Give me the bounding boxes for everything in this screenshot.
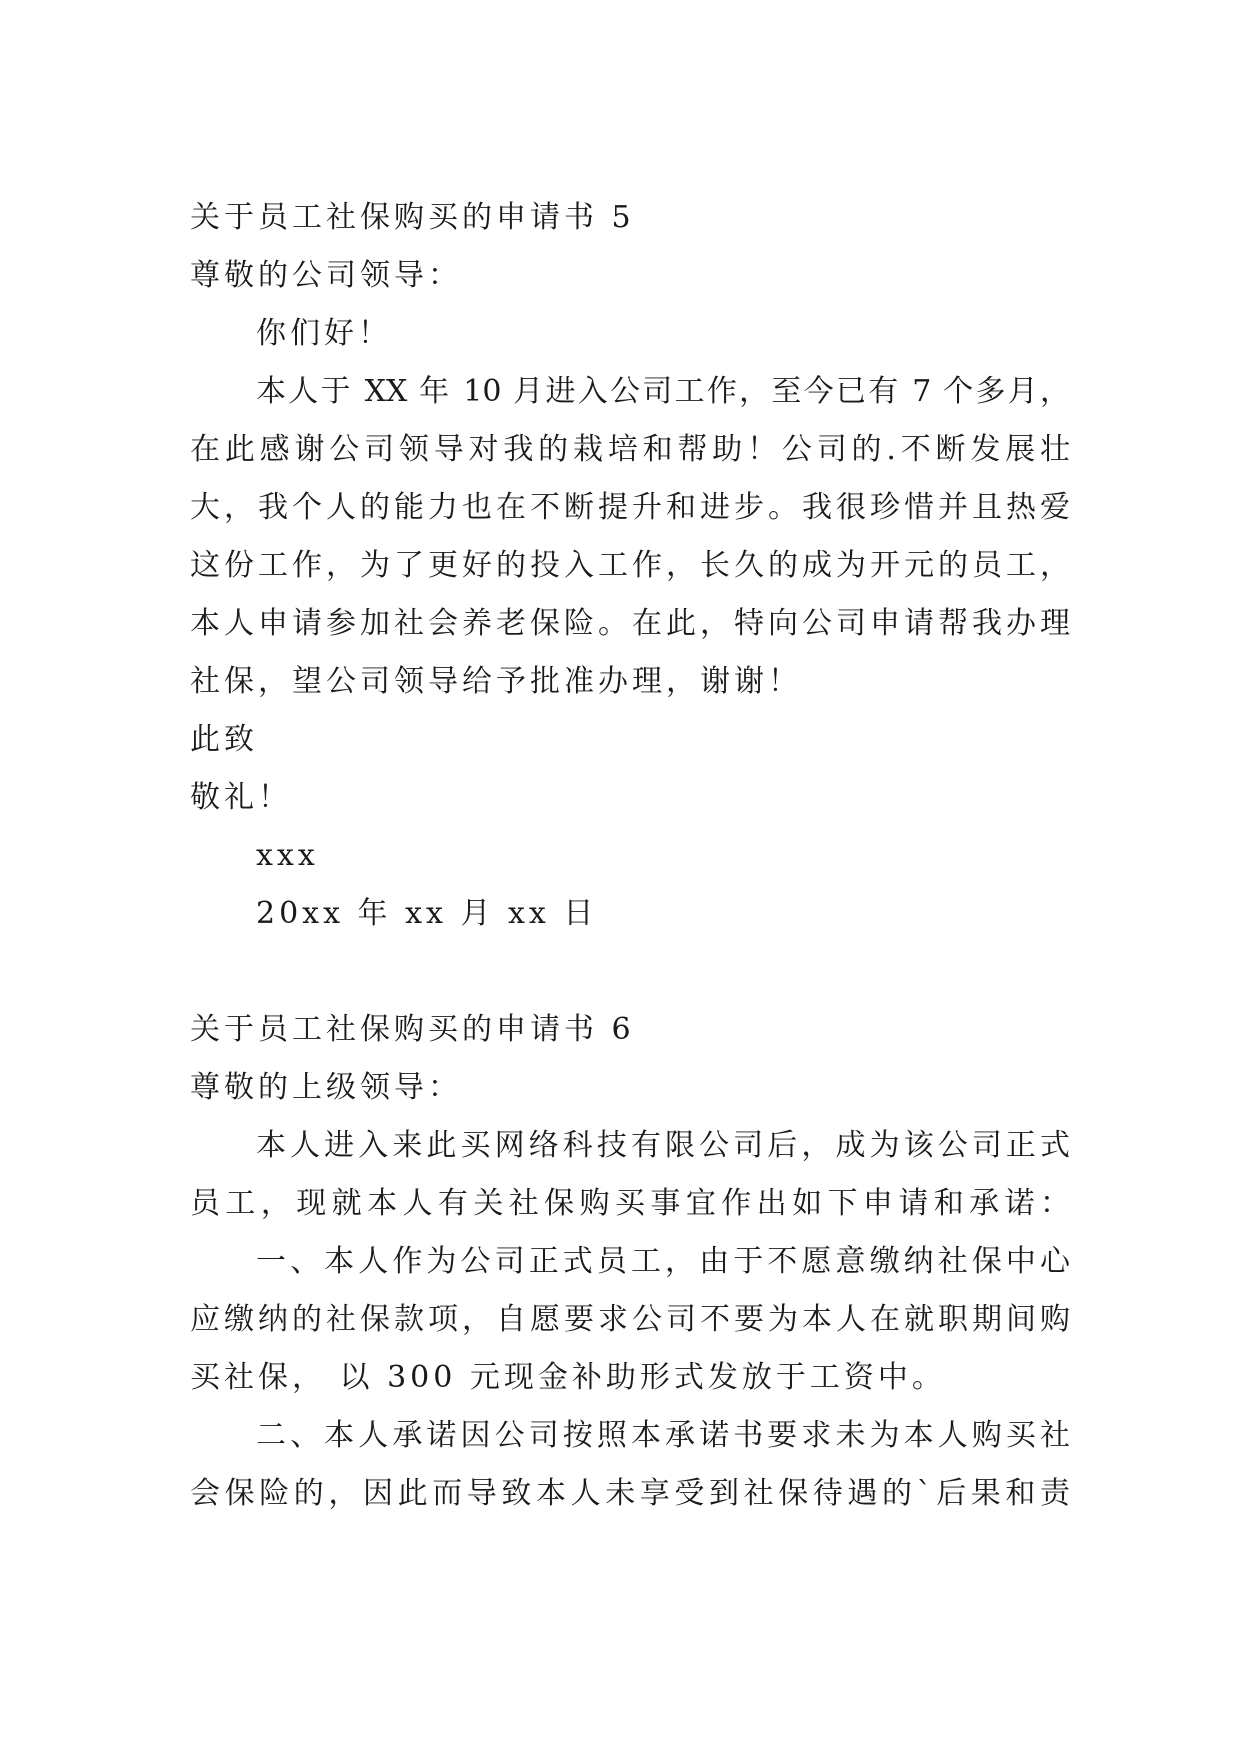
section5-closing-1: 此致 — [190, 722, 258, 757]
section5-body-line: 在此感谢公司领导对我的栽培和帮助！公司的.不断发展壮 — [190, 432, 1070, 467]
section6-body-line: 应缴纳的社保款项，自愿要求公司不要为本人在就职期间购 — [190, 1302, 1070, 1337]
section6-body-line: 买社保， 以 300 元现金补助形式发放于工资中。 — [190, 1360, 946, 1395]
section5-signature: xxx — [256, 838, 319, 873]
section6-body-line: 本人进入来此买网络科技有限公司后，成为该公司正式 — [256, 1128, 1070, 1163]
section5-body-line: 本人申请参加社会养老保险。在此，特向公司申请帮我办理 — [190, 606, 1070, 641]
section6-body-line: 会保险的，因此而导致本人未享受到社保待遇的`后果和责 — [190, 1476, 1070, 1511]
section5-body-line: 本人于 XX 年 10 月进入公司工作，至今已有 7 个多月， — [256, 374, 1070, 409]
section5-title: 关于员工社保购买的申请书 5 — [190, 200, 635, 235]
section5-greeting: 你们好！ — [256, 316, 392, 351]
section6-body-line: 员工，现就本人有关社保购买事宜作出如下申请和承诺： — [190, 1186, 1070, 1221]
section5-body-line: 大，我个人的能力也在不断提升和进步。我很珍惜并且热爱 — [190, 490, 1070, 525]
section5-closing-2: 敬礼！ — [190, 780, 292, 815]
section6-salutation: 尊敬的上级领导： — [190, 1070, 462, 1105]
section6-title: 关于员工社保购买的申请书 6 — [190, 1012, 635, 1047]
section5-date: 20xx 年 xx 月 xx 日 — [256, 896, 598, 931]
section6-body-line: 一、本人作为公司正式员工，由于不愿意缴纳社保中心 — [256, 1244, 1070, 1279]
section5-body-line: 社保，望公司领导给予批准办理，谢谢！ — [190, 664, 802, 699]
section5-salutation: 尊敬的公司领导： — [190, 258, 462, 293]
section5-body-line: 这份工作，为了更好的投入工作，长久的成为开元的员工， — [190, 548, 1070, 583]
section6-body-line: 二、本人承诺因公司按照本承诺书要求未为本人购买社 — [256, 1418, 1070, 1453]
